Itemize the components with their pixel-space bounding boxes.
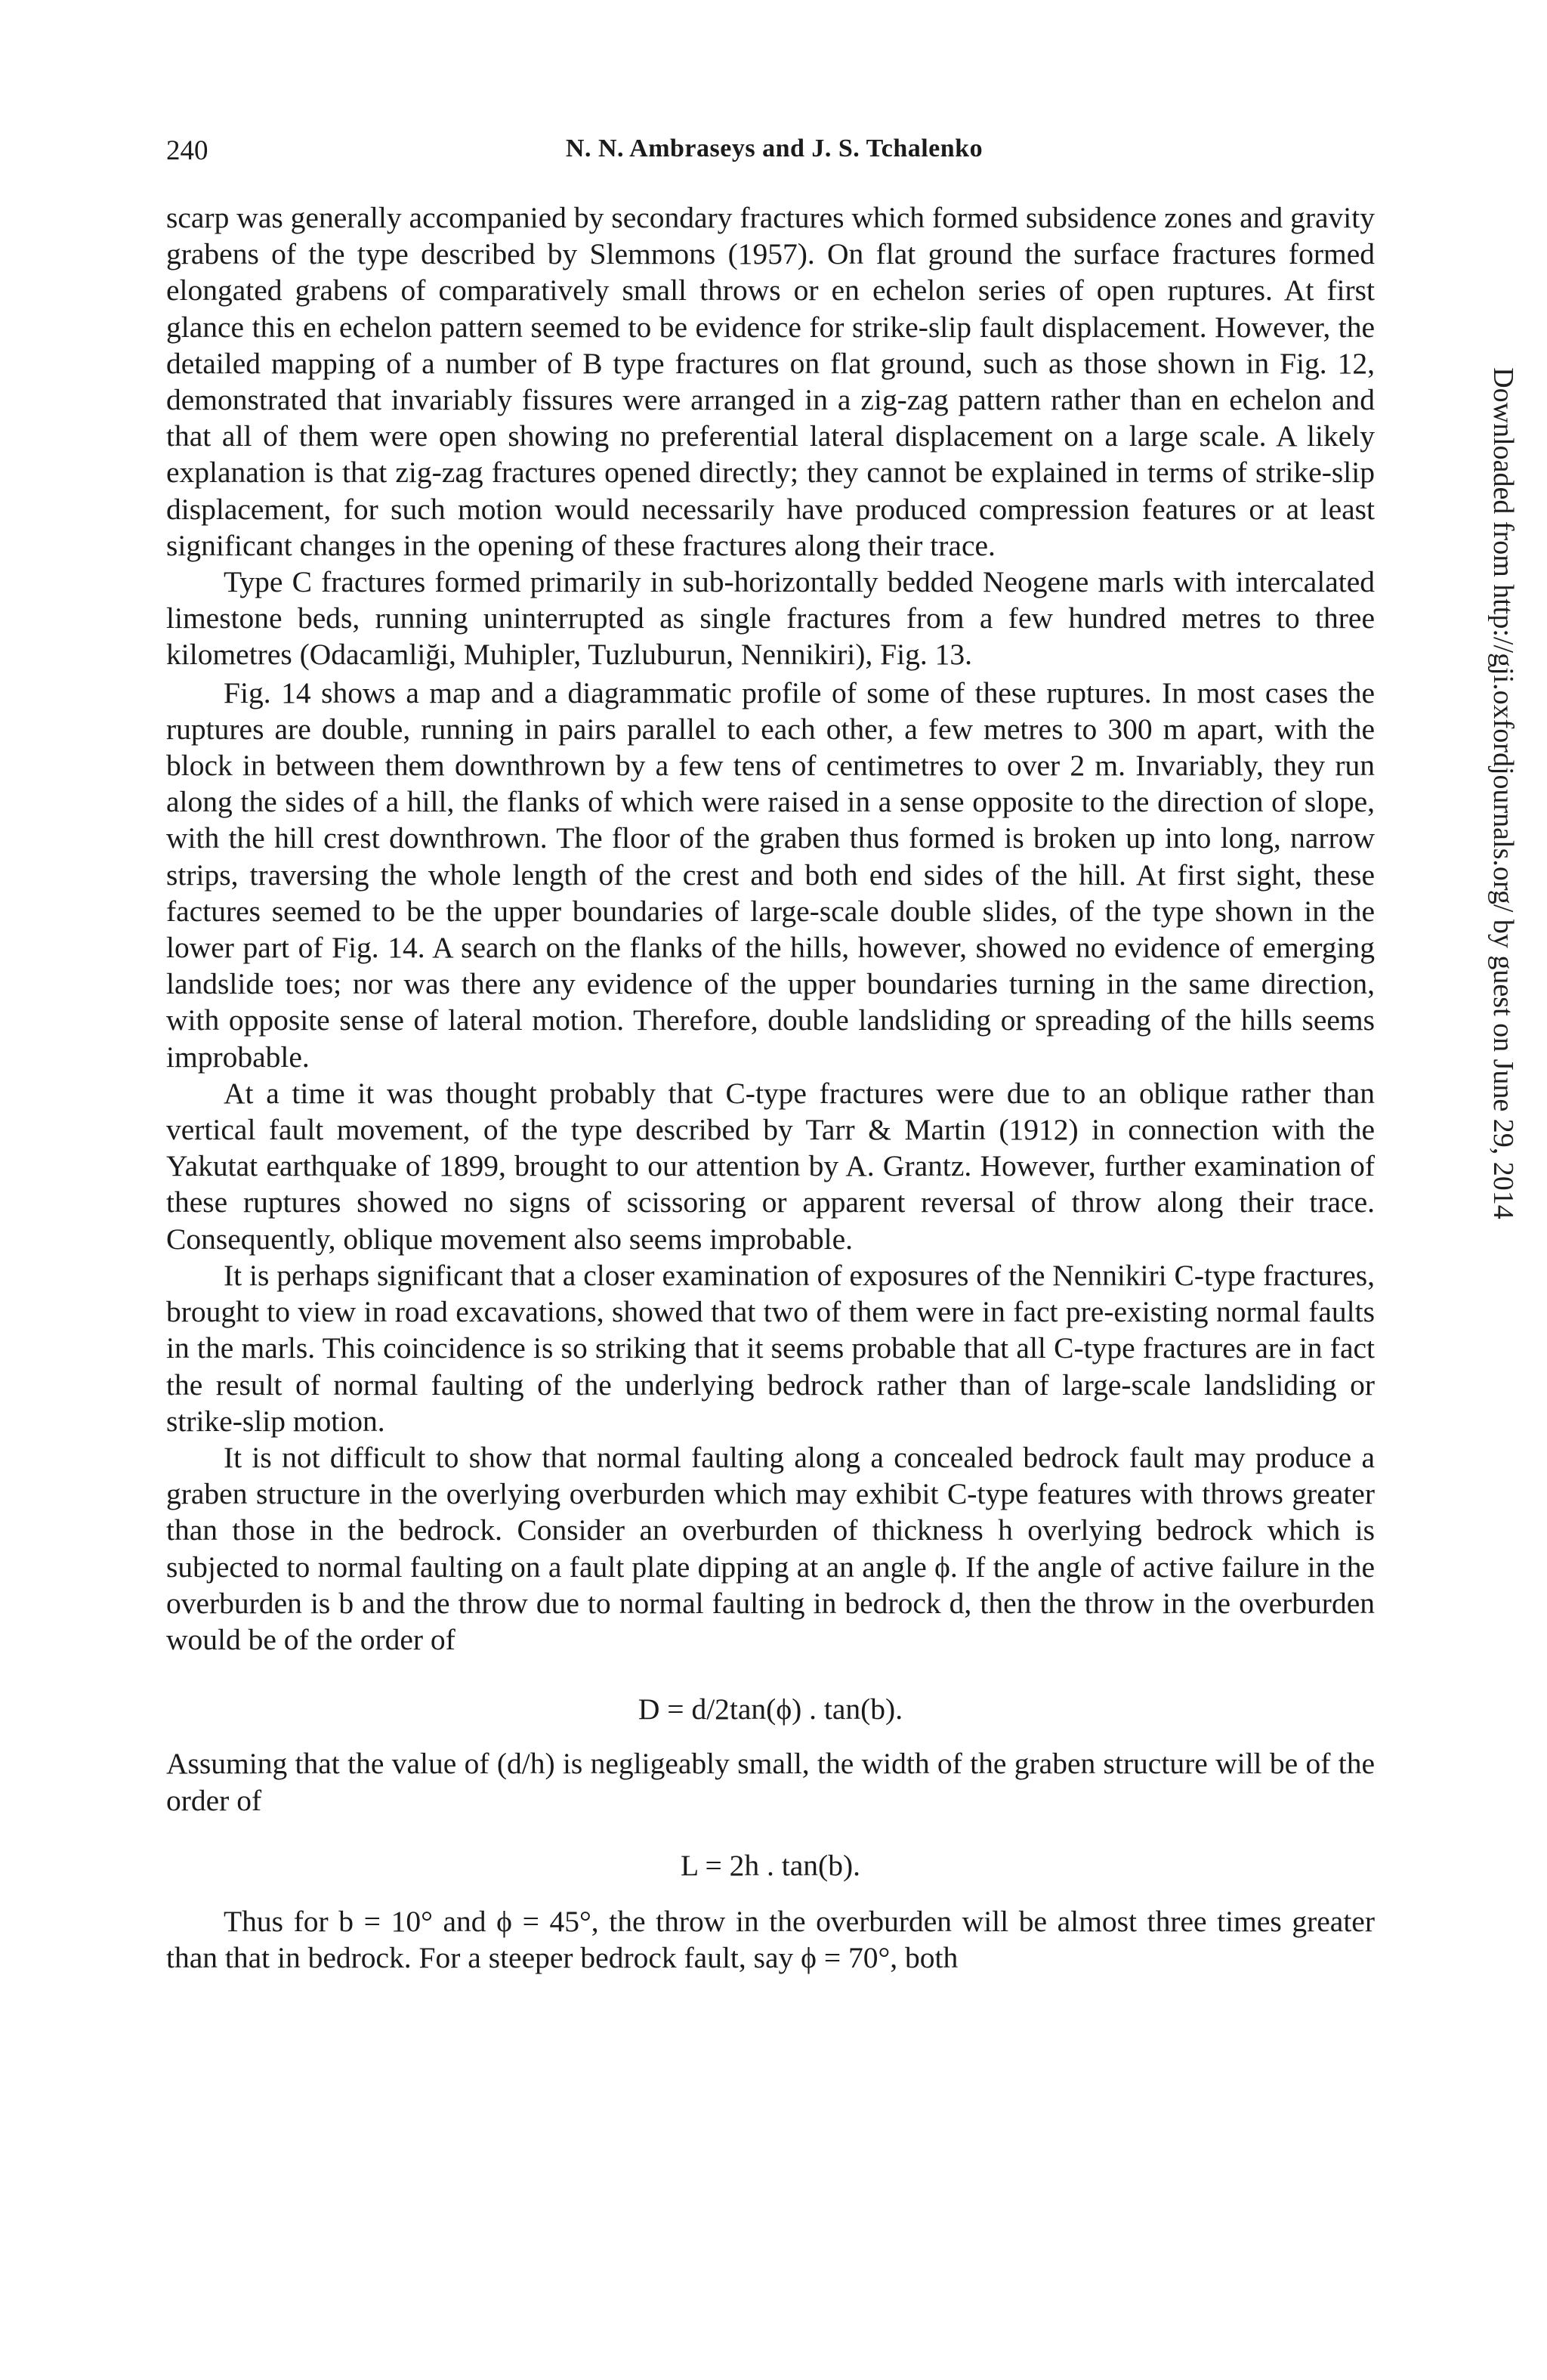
- paragraph-normal-faulting: It is not difficult to show that normal faulting along a concealed bedrock fault may produce a graben structure in the overlying overburden which may exhibit C-type features with throws greater than those in the bedrock. Consider an overburden of thickness h overlying bedrock which is subjected to normal faulting on a fault plate dipping at an angle ϕ. If the angle of active failure in the overburden is b and the throw due to normal faulting in bedrock d, then the throw in the overburden would be of the order of: [166, 1440, 1375, 1656]
- article-body: [166, 199, 1375, 1976]
- paragraph-assuming: Assuming that the value of (d/h) is negligeably small, the width of the graben structure will be of the order of: [166, 1747, 1375, 1817]
- equation-throw: D = d/2tan(ϕ) . tan(b).: [638, 1692, 903, 1726]
- page-number: 240: [166, 135, 208, 166]
- paragraph-oblique-movement: At a time it was thought probably that C-type fractures were due to an oblique rather than vertical fault movement, of the type described by Tarr & Martin (1912) in connection with the Yakutat earthquake of 1899, brought to our attention by A. Grantz. However, further examination of these ruptures showed no signs of scissoring or apparent reversal of throw along their trace. Consequently, oblique movement also seems improbable.: [166, 1076, 1375, 1256]
- running-head-authors: N. N. Ambraseys and J. S. Tchalenko: [565, 134, 983, 162]
- paragraph-nennikiri: It is perhaps significant that a closer examination of exposures of the Nennikiri C-type fractures, brought to view in road excavations, showed that two of them were in fact pre-existing normal faults in the marls. This coincidence is so striking that it seems probable that all C-type fractures are in fact the result of normal faulting of the underlying bedrock rather than of large-scale landsliding or strike-slip motion.: [166, 1258, 1375, 1438]
- equation-width: L = 2h . tan(b).: [680, 1848, 860, 1882]
- download-notice: Downloaded from http://gji.oxfordjournals.org/ by guest on June 29, 2014: [1487, 367, 1519, 1219]
- paragraph-fig-14: Fig. 14 shows a map and a diagrammatic profile of some of these ruptures. In most cases the ruptures are double, running in pairs parallel to each other, a few metres to 300 m apart, with the block in between them downthrown by a few tens of centimetres to over 2 m. Invariably, they run along the sides of a hill, the flanks of which were raised in a sense opposite to the direction of slope, with the hill crest downthrown. The floor of the graben thus formed is broken up into long, narrow strips, traversing the whole length of the crest and both end sides of the hill. At first sight, these factures seemed to be the upper boundaries of large-scale double slides, of the type shown in the lower part of Fig. 14. A search on the flanks of the hills, however, showed no evidence of emerging landslide toes; nor was there any evidence of the upper boundaries turning in the same direction, with opposite sense of lateral motion. Therefore, double landsliding or spreading of the hills seems improbable.: [166, 675, 1375, 1074]
- paragraph-scarp-fractures: scarp was generally accompanied by secondary fractures which formed subsidence zones and gravity grabens of the type described by Slemmons (1957). On flat ground the surface fractures formed elongated grabens of comparatively small throws or en echelon series of open ruptures. At first glance this en echelon pattern seemed to be evidence for strike-slip fault displacement. However, the detailed mapping of a number of B type fractures on flat ground, such as those shown in Fig. 12, demonstrated that invariably fissures were arranged in a zig-zag pattern rather than en echelon and that all of them were open showing no preferential lateral displacement on a large scale. A likely explanation is that zig-zag fractures opened directly; they cannot be explained in terms of strike-slip displacement, for such motion would necessarily have produced compression features or at least significant changes in the opening of these fractures along their trace.: [166, 201, 1375, 562]
- paragraph-thus: Thus for b = 10° and ϕ = 45°, the throw in the overburden will be almost three times greater than that in bedrock. For a steeper bedrock fault, say ϕ = 70°, both: [166, 1904, 1375, 1975]
- page-header: [166, 134, 1382, 180]
- paragraph-type-c-fractures: Type C fractures formed primarily in sub-horizontally bedded Neogene marls with intercalated limestone beds, running uninterrupted as single fractures from a few hundred metres to three kilometres (Odacamliği, Muhipler, Tuzluburun, Nennikiri), Fig. 13.: [166, 565, 1375, 672]
